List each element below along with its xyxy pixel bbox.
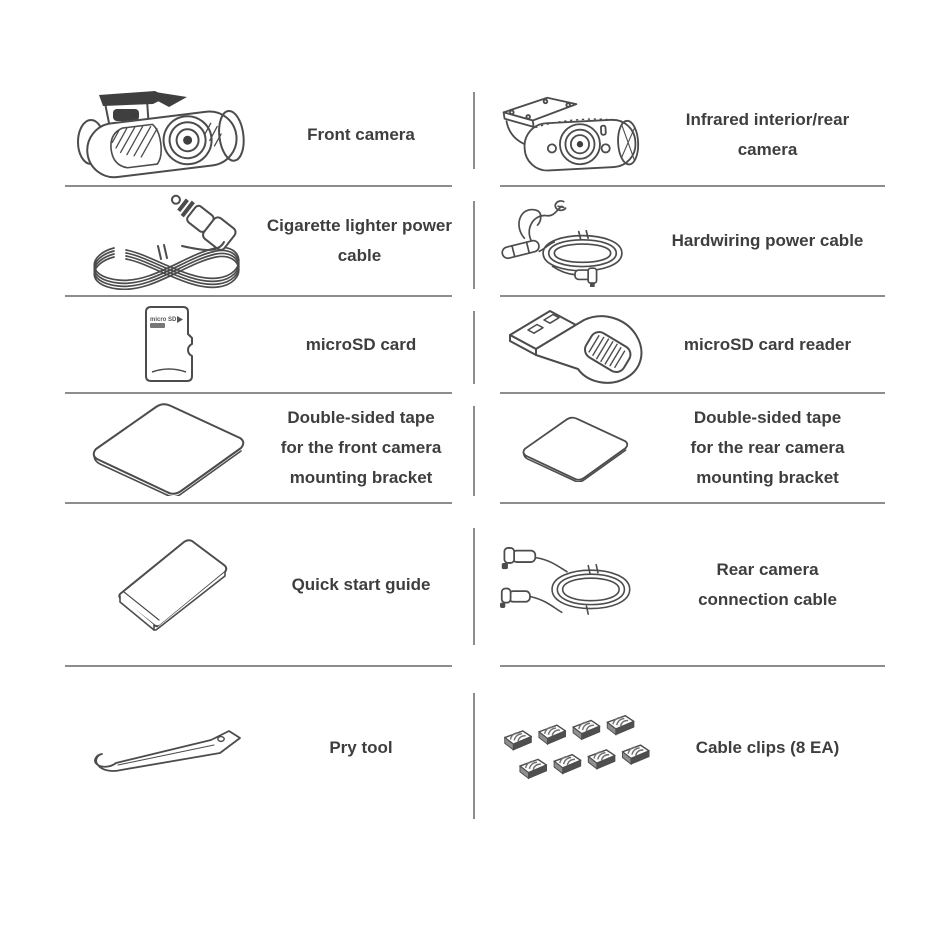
rear-camera-connection-cable-icon — [500, 530, 650, 640]
item-label — [650, 555, 885, 615]
item-label-line: mounting bracket — [696, 468, 839, 487]
item-label — [650, 105, 885, 165]
svg-text:micro SD: micro SD — [149, 316, 176, 323]
cigarette-lighter-power-cable-icon — [65, 192, 267, 290]
cell-quick-start-guide — [65, 504, 452, 667]
item-label — [270, 120, 452, 150]
column-divider — [473, 693, 475, 819]
item-label-line: Hardwiring power cable — [671, 231, 864, 250]
item-label — [650, 403, 885, 493]
infrared-interior-rear-camera-icon — [500, 88, 650, 183]
microsd-card-reader-icon — [500, 299, 650, 391]
table-row — [65, 297, 885, 394]
item-label-line: Front camera — [307, 125, 415, 144]
item-label-line: for the front camera — [280, 438, 442, 457]
microsd-card-icon — [65, 304, 270, 386]
pry-tool-icon — [65, 721, 270, 776]
item-label — [270, 403, 452, 493]
cell-hardwiring-cable — [500, 187, 885, 297]
item-label — [270, 330, 452, 360]
table-row — [65, 504, 885, 667]
item-label-line: Double-sided tape — [693, 408, 842, 427]
item-label-line: camera — [737, 140, 798, 159]
cell-microsd-card — [65, 297, 452, 394]
cable-clips-icon — [500, 709, 650, 787]
item-label-line: Pry tool — [329, 738, 393, 757]
front-camera-icon — [65, 85, 270, 185]
hardwiring-power-cable-icon — [500, 192, 650, 290]
item-label — [650, 226, 885, 256]
components-table — [65, 85, 885, 829]
cell-cable-clips — [500, 667, 885, 829]
item-label — [270, 733, 452, 763]
table-row — [65, 667, 885, 829]
item-label-line: Cable clips (8 EA) — [695, 738, 840, 757]
table-row — [65, 85, 885, 187]
item-label-line: connection cable — [698, 589, 837, 609]
item-label-line: for the rear camera — [690, 438, 845, 457]
cell-pry-tool — [65, 667, 452, 829]
column-divider — [473, 528, 475, 645]
quick-start-guide-icon — [65, 532, 270, 638]
double-sided-tape-rear-icon — [500, 414, 650, 482]
column-divider — [473, 92, 475, 169]
cell-infrared-camera — [500, 85, 885, 187]
item-label-line: Double-sided tape — [287, 408, 435, 427]
item-label-line: Infrared interior/rear — [685, 110, 850, 129]
cell-cigarette-lighter-cable — [65, 187, 452, 297]
item-label — [650, 330, 885, 360]
item-label — [267, 211, 452, 271]
item-label — [270, 570, 452, 600]
item-label — [650, 733, 885, 763]
cell-tape-rear — [500, 394, 885, 504]
column-divider — [473, 201, 475, 289]
cell-tape-front — [65, 394, 452, 504]
item-label-line: microSD card reader — [683, 334, 852, 354]
table-row — [65, 187, 885, 297]
column-divider — [473, 311, 475, 384]
item-label-line: cable — [337, 246, 382, 265]
table-row — [65, 394, 885, 504]
item-label-line: Rear camera — [716, 559, 819, 579]
item-label-line: Cigarette lighter power — [266, 216, 452, 235]
item-label-line: mounting bracket — [289, 468, 433, 487]
item-label-line: Quick start guide — [291, 574, 431, 594]
cell-front-camera — [65, 85, 452, 187]
item-label-line: microSD card — [305, 334, 417, 354]
column-divider — [473, 406, 475, 496]
double-sided-tape-front-icon — [65, 400, 270, 496]
cell-rear-camera-cable — [500, 504, 885, 667]
cell-microsd-card-reader — [500, 297, 885, 394]
